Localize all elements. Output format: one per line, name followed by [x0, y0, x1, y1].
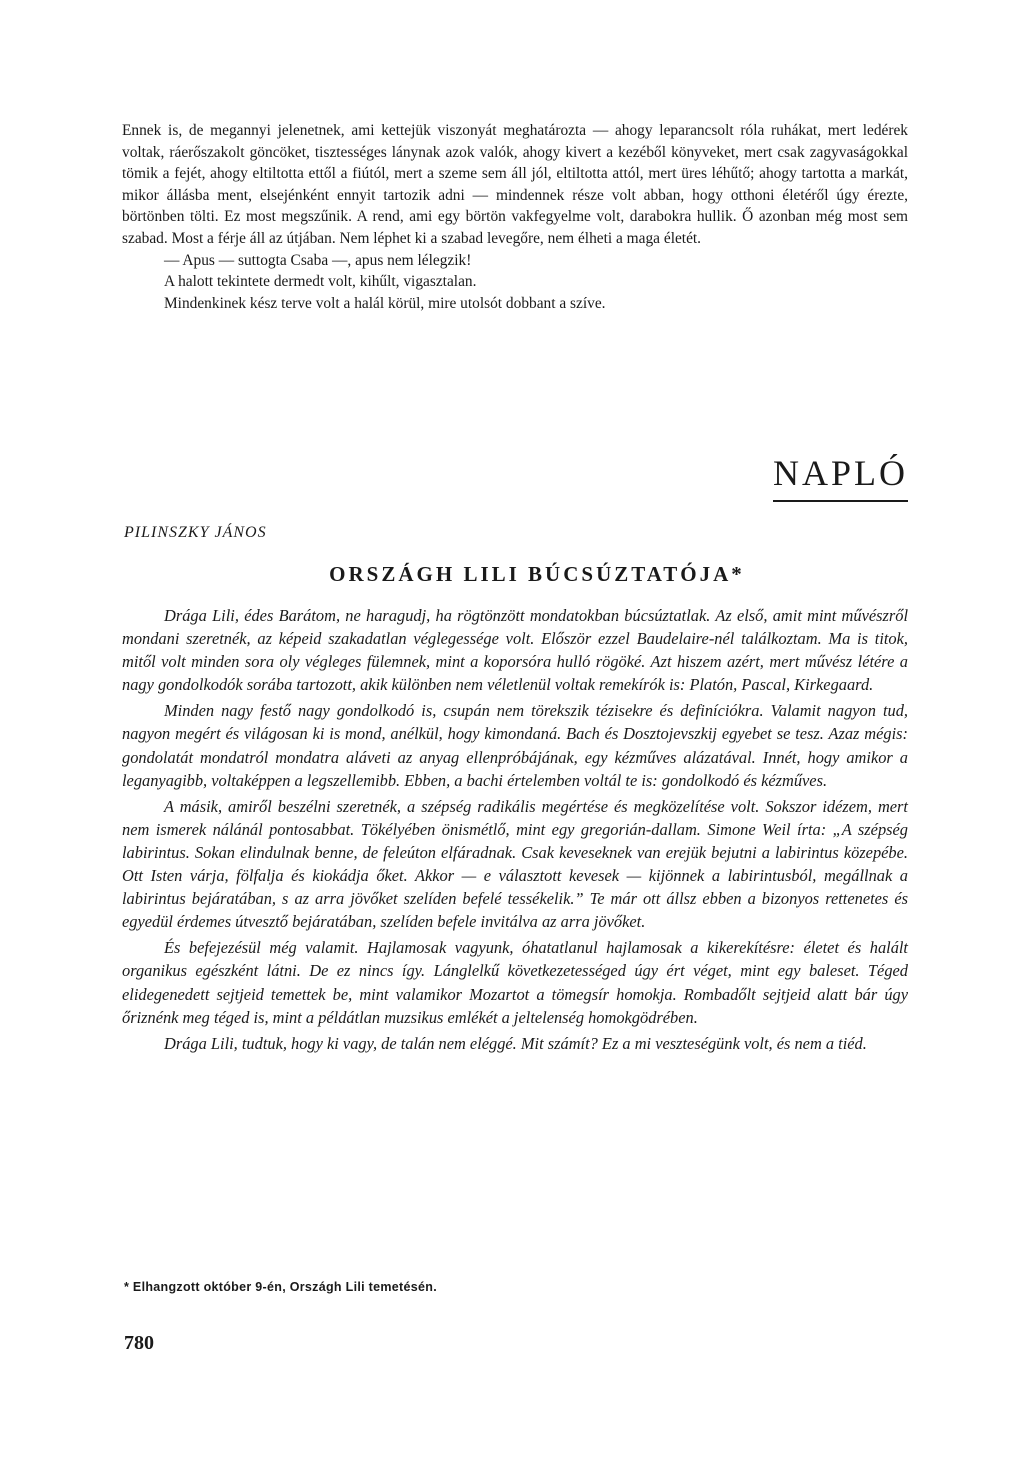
- article-paragraph: Minden nagy festő nagy gondolkodó is, csupán nem törekszik tézisekre és definíciókra. Valamit nagyon tud, nagyon megért és világosan ki is mond, anélkül, hogy kimondaná. Bach és Dosztojevszkij egyebet se tesz. Azaz mégis: gondolatát mondatról mondatra aláveti az anyag ellenpróbájának, egy kézműves alázatával. Innét, hogy amikor a leganyagibb, voltaképpen a legszellemibb. Ebben, a bachi értelemben voltál te is: gondolkodó és kézműves.: [122, 701, 908, 790]
- prose-paragraph: A halott tekintete dermedt volt, kihűlt, vigasztalan.: [164, 273, 477, 291]
- article-paragraph: És befejezésül még valamit. Hajlamosak vagyunk, óhatatlanul hajlamosak a kikerekítésre: életet és halált organikus egészként látni. De ez nincs így. Lánglelkű következetességed úgy ért véget, mint egy baleset. Téged elidegenedett sejtjeid temettek be, mint valamikor Mozartot a tömegsír homokja. Rombadőlt sejtjeid alatt bár úgy őriznénk meg téged is, mint a példátlan muzsikus emlékét a jeltelenség homokgödrében.: [122, 938, 908, 1027]
- article-title: ORSZÁGH LILI BÚCSÚZTATÓJA*: [329, 562, 745, 586]
- article-paragraph: Drága Lili, édes Barátom, ne haragudj, ha rögtönzött mondatokban búcsúztatlak. Az első, amit mint művészről mondani szeretnék, az képeid szakadatlan véglegessége volt. Először ezzel Baudelaire-nél találkoztam. Ma is titok, mitől volt minden sora oly végleges fülemnek, mint a koporsóra hulló rögöké. Azt hiszem azért, mert művész létére a nagy gondolkodók sorába tartozott, akik különben nem véletlenül voltak remekírók is: Platón, Pascal, Kirkegaard.: [122, 606, 908, 695]
- prose-paragraph: — Apus — suttogta Csaba —, apus nem lélegzik!: [164, 251, 472, 269]
- section-title: NAPLÓ: [773, 452, 908, 502]
- article-body: [122, 604, 908, 1058]
- article-paragraph: A másik, amiről beszélni szeretnék, a szépség radikális megértése és megközelítése volt. Sokszor idézem, mert nem ismerek nálánál pontosabbat. Tökélyében önismétlő, mint egy gregorián-dallam. Simone Weil írta: „A szépség labirintus. Sokan elindulnak benne, de feleúton elfáradnak. Csak keveseknek van erejük bejutni a labirintus közepébe. Ott Isten várja, fölfalja és kiokádja őket. Akkor — e választott kevesek — kijönnek a labirintusból, megállnak a labirintus bejáratában, s az arra jövőket szelíden befelé tessékelik.” Te már ott állsz ebben a bizonyos rettenetes és egyedül érdemes útvesztő bejáratában, szelíden befele invitálva az arra jövőket.: [122, 796, 908, 932]
- article-author: PILINSZKY JÁNOS: [124, 524, 267, 541]
- prose-paragraph: Ennek is, de megannyi jelenetnek, ami kettejük viszonyát meghatározta — ahogy leparancsolt róla ruhákat, mert ledérek voltak, ráerőszakolt göncöket, tisztességes lánynak azok valók, ahogy kivert a kezéből könyveket, mert csak zagyvaságokkal tömik a fejét, ahogy eltiltotta ettől a fiútól, mert a szeme sem áll jól, eltiltotta attól, mert üres léhűtő; ahogy tartotta a markát, mikor állásba ment, elsejénként ennyit tartozik adni — mindennek része volt abban, hogy otthoni életéről úgy érezte, börtönben tölti. Ez most megszűnik. A rend, ami egy börtön vakfegyelme volt, darabokra hullik. Ő azonban még most sem szabad. Most a férje áll az útjában. Nem léphet ki a szabad levegőre, nem élheti a maga életét.: [122, 122, 908, 247]
- prose-paragraph: Mindenkinek kész terve volt a halál körül, mire utolsót dobbant a szíve.: [164, 294, 606, 312]
- page-number: 780: [124, 1332, 154, 1354]
- article-paragraph: Drága Lili, tudtuk, hogy ki vagy, de talán nem eléggé. Mit számít? Ez a mi veszteségünk volt, és nem a tiéd.: [164, 1033, 867, 1053]
- footnote: * Elhangzott október 9-én, Országh Lili temetésén.: [124, 1280, 437, 1294]
- previous-story-text: [122, 120, 908, 314]
